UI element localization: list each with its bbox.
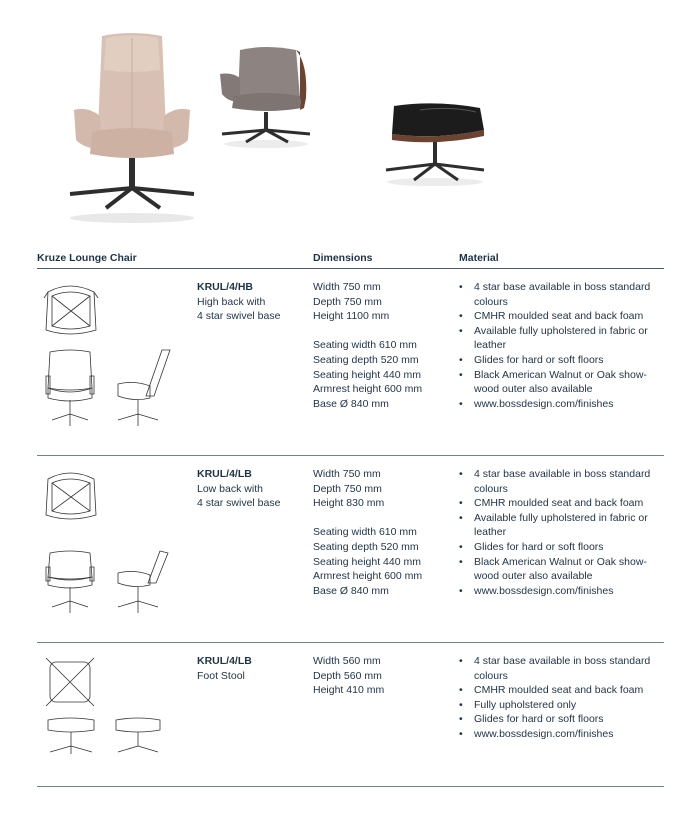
dimension-line: Height 830 mm — [313, 497, 385, 510]
material-item: • CMHR moulded seat and back foam — [459, 683, 669, 698]
material-item: • Glides for hard or soft floors — [459, 712, 669, 727]
row-divider — [37, 642, 664, 643]
product-code: KRUL/4/LB — [197, 468, 252, 480]
dimension-line: Seating width 610 mm — [313, 339, 417, 352]
product-description: 4 star swivel base — [197, 497, 281, 510]
dimension-line: Armrest height 600 mm — [313, 570, 423, 583]
material-item: • Black American Walnut or Oak show-wood outer also available — [459, 368, 669, 397]
product-photos — [0, 0, 695, 240]
product-code: KRUL/4/LB — [197, 655, 252, 667]
product-code-block — [197, 654, 252, 683]
material-item: • www.bossdesign.com/finishes — [459, 397, 669, 412]
row-divider — [37, 786, 664, 787]
product-description: Low back with — [197, 482, 263, 495]
footstool-photo — [380, 100, 490, 190]
dimensions-header: Dimensions — [313, 252, 373, 264]
product-name-header: Kruze Lounge Chair — [37, 252, 137, 264]
material-list — [459, 467, 669, 598]
material-list — [459, 654, 669, 742]
dimensions-list — [313, 280, 422, 411]
dimension-line: Height 410 mm — [313, 684, 385, 697]
product-code-block — [197, 280, 280, 324]
dimension-line: Seating width 610 mm — [313, 526, 417, 539]
material-item: • CMHR moulded seat and back foam — [459, 496, 669, 511]
material-item: • Available fully upholstered in fabric or leather — [459, 511, 669, 540]
material-item: • Available fully upholstered in fabric or leather — [459, 324, 669, 353]
dimension-line: Depth 560 mm — [313, 669, 382, 682]
material-item: • CMHR moulded seat and back foam — [459, 309, 669, 324]
dimension-line: Height 1100 mm — [313, 310, 390, 323]
material-item: • Glides for hard or soft floors — [459, 353, 669, 368]
material-list — [459, 280, 669, 411]
high-back-chair-photo — [62, 30, 202, 230]
material-item: • www.bossdesign.com/finishes — [459, 727, 669, 742]
line-drawings-footstool — [38, 654, 178, 764]
product-code: KRUL/4/HB — [197, 281, 254, 293]
material-item: • Glides for hard or soft floors — [459, 540, 669, 555]
material-item: • Fully upholstered only — [459, 698, 669, 713]
product-description: Foot Stool — [197, 669, 245, 682]
header-divider — [37, 268, 664, 269]
dimensions-list — [313, 467, 422, 598]
dimensions-list — [313, 654, 384, 698]
dimension-line: Base Ø 840 mm — [313, 397, 389, 410]
dimension-line: Armrest height 600 mm — [313, 383, 423, 396]
dimension-line: Depth 750 mm — [313, 482, 382, 495]
material-header: Material — [459, 252, 499, 264]
line-drawings-low-back — [38, 467, 178, 617]
dimension-line: Base Ø 840 mm — [313, 584, 389, 597]
dimension-line: Seating depth 520 mm — [313, 353, 419, 366]
material-item: • Black American Walnut or Oak show-wood outer also available — [459, 555, 669, 584]
material-item: • www.bossdesign.com/finishes — [459, 584, 669, 599]
dimension-line: Width 560 mm — [313, 655, 381, 667]
low-back-chair-photo — [216, 44, 316, 154]
material-item: • 4 star base available in boss standard colours — [459, 280, 669, 309]
dimension-line: Width 750 mm — [313, 468, 381, 480]
dimension-line: Seating height 440 mm — [313, 555, 421, 568]
dimension-line: Seating depth 520 mm — [313, 540, 419, 553]
product-code-block — [197, 467, 280, 511]
dimension-line: Depth 750 mm — [313, 295, 382, 308]
product-description: 4 star swivel base — [197, 310, 281, 323]
dimension-line: Width 750 mm — [313, 281, 381, 293]
product-description: High back with — [197, 295, 266, 308]
dimension-line: Seating height 440 mm — [313, 368, 421, 381]
material-item: • 4 star base available in boss standard colours — [459, 467, 669, 496]
line-drawings-high-back — [38, 280, 178, 430]
row-divider — [37, 455, 664, 456]
material-item: • 4 star base available in boss standard colours — [459, 654, 669, 683]
